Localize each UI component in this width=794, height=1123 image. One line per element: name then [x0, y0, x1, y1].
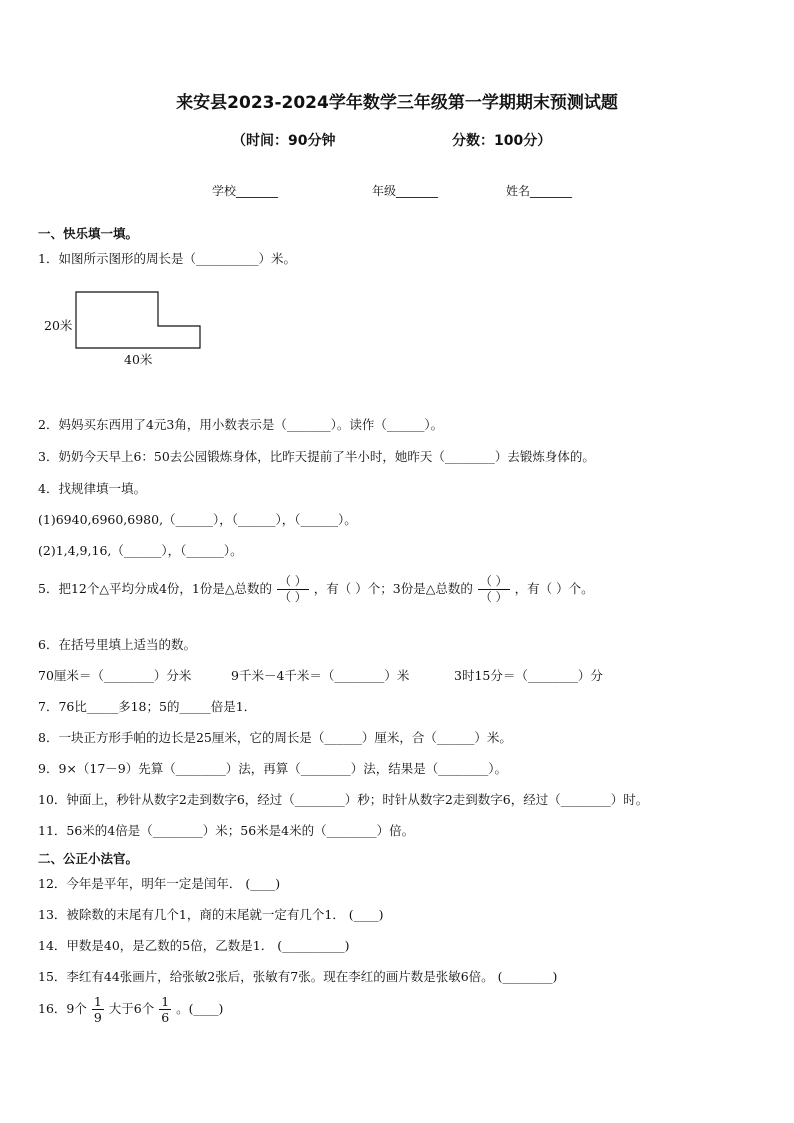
- school-field: 学校_______: [212, 184, 279, 198]
- question-5: [38, 574, 594, 605]
- question-13: 13．被除数的末尾有几个1，商的末尾就一定有几个1． (____): [38, 907, 384, 922]
- exam-score: 分数：100分）: [452, 133, 552, 149]
- question-16-suffix: 。(____): [176, 1001, 224, 1016]
- question-4-part-1: (1)6940,6960,6980,（______），（______），（______）。: [38, 512, 357, 527]
- question-6-line-a: 70厘米＝（________）分米: [38, 668, 192, 683]
- question-4: 4．找规律填一填。: [38, 481, 146, 496]
- question-16-prefix: 16．9个: [38, 1001, 87, 1016]
- page-title: 来安县2023-2024学年数学三年级第一学期期末预测试题: [176, 93, 618, 113]
- question-12: 12．今年是平年，明年一定是闰年． (____): [38, 876, 281, 891]
- figure-width-label: 40米: [124, 352, 153, 367]
- question-8: 8．一块正方形手帕的边长是25厘米，它的周长是（______）厘米，合（______）米。: [38, 730, 512, 745]
- question-9: 9．9×（17－9）先算（________）法，再算（________）法，结果是（________）。: [38, 761, 507, 776]
- fraction-blank-1-denominator: （ ）: [278, 590, 307, 604]
- question-5-text-3: ，有（ ）个。: [514, 581, 594, 596]
- question-6: 6．在括号里填上适当的数。: [38, 637, 196, 652]
- fraction-blank-1: [277, 574, 309, 605]
- fraction-one-ninth-denominator: 9: [93, 1010, 102, 1025]
- question-14: 14．甲数是40，是乙数的5倍，乙数是1． (__________): [38, 938, 350, 953]
- grade-field: 年级_______: [372, 184, 439, 198]
- fraction-blank-1-numerator: （ ）: [278, 574, 307, 588]
- name-field: 姓名_______: [506, 184, 573, 198]
- fraction-one-ninth: [92, 994, 104, 1025]
- figure-height-label: 20米: [44, 318, 73, 333]
- exam-time: （时间：90分钟: [232, 133, 336, 149]
- section-2-heading: 二、公正小法官。: [38, 851, 139, 866]
- question-2: 2．妈妈买东西用了4元3角，用小数表示是（_______）。读作（______）。: [38, 417, 444, 432]
- question-5-text-1: 5．把12个△平均分成4份，1份是△总数的: [38, 581, 272, 596]
- question-5-text-2: ，有（ ）个；3份是△总数的: [313, 581, 473, 596]
- fraction-blank-2: [478, 574, 510, 605]
- step-shape: [76, 292, 200, 348]
- question-6-line-c: 3时15分＝（________）分: [454, 668, 603, 683]
- fraction-blank-2-denominator: （ ）: [479, 590, 508, 604]
- question-16-mid: 大于6个: [108, 1001, 155, 1016]
- question-10: 10．钟面上，秒针从数字2走到数字6，经过（________）秒；时针从数字2走到数字6，经过（________）时。: [38, 792, 649, 807]
- question-15: 15．李红有44张画片，给张敏2张后，张敏有7张。现在李红的画片数是张敏6倍。 (________): [38, 969, 558, 984]
- fraction-blank-2-numerator: （ ）: [479, 574, 508, 588]
- question-16: [38, 994, 223, 1025]
- fraction-one-sixth-denominator: 6: [161, 1010, 170, 1025]
- question-6-line-b: 9千米－4千米＝（________）米: [231, 668, 410, 683]
- fraction-one-sixth: [159, 994, 171, 1025]
- fraction-one-ninth-numerator: 1: [93, 994, 102, 1009]
- section-1-heading: 一、快乐填一填。: [38, 226, 139, 241]
- question-1: 1．如图所示图形的周长是（__________）米。: [38, 251, 296, 266]
- question-11: 11．56米的4倍是（________）米；56米是4米的（________）倍。: [38, 823, 415, 838]
- question-7: 7．76比_____多18；5的_____倍是1．: [38, 699, 257, 714]
- question-3: 3．奶奶今天早上6：50去公园锻炼身体，比昨天提前了半小时，她昨天（________）去锻炼身体的。: [38, 449, 595, 464]
- question-4-part-2: (2)1,4,9,16,（______），（______）。: [38, 543, 243, 558]
- fraction-one-sixth-numerator: 1: [161, 994, 170, 1009]
